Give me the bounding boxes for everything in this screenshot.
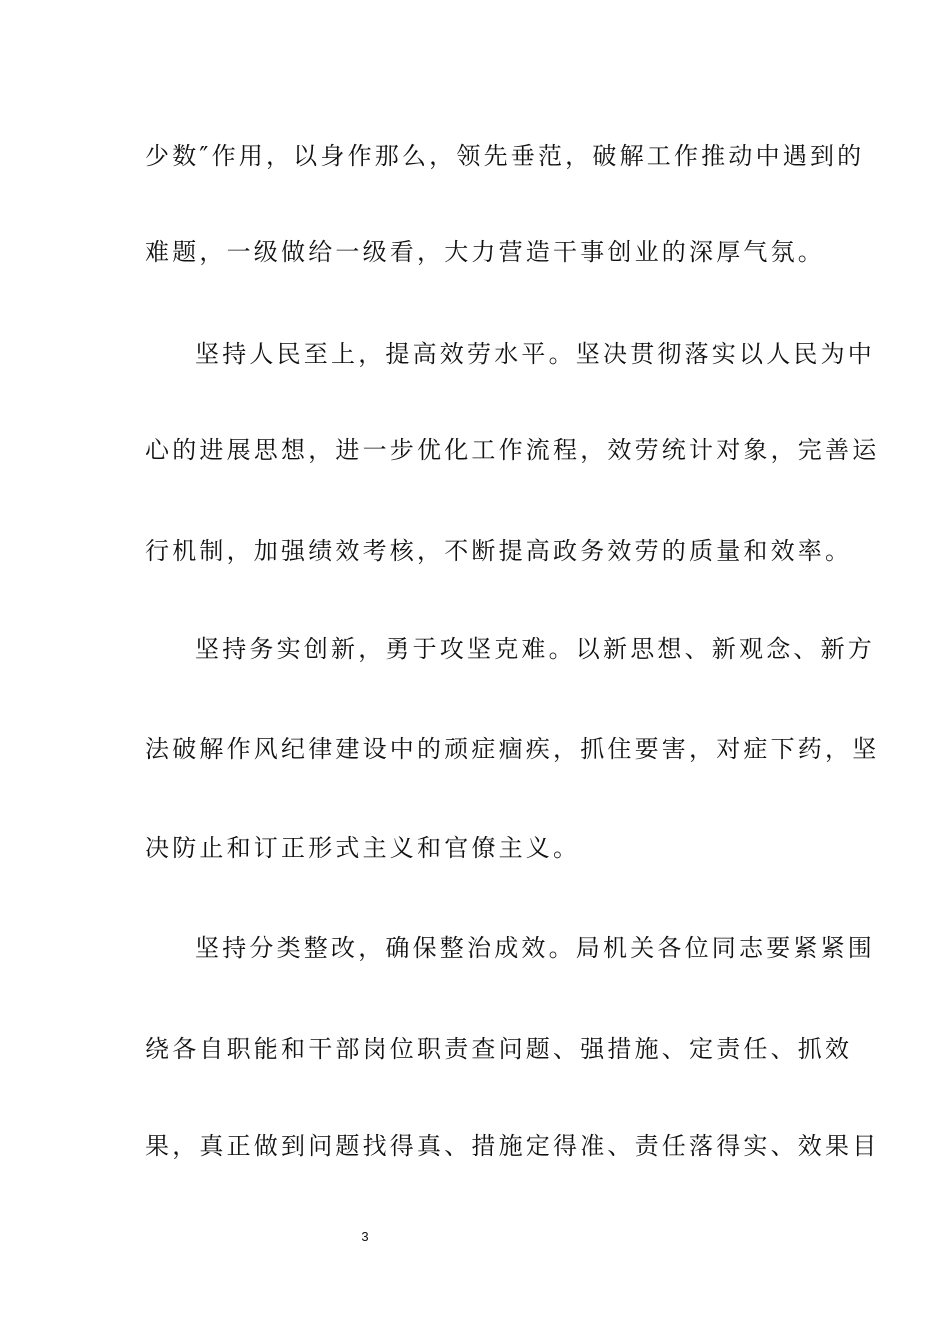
page-number: 3 [361,1229,369,1244]
text-line-8: 决防止和订正形式主义和官僚主义。 [145,834,581,862]
text-line-5: 行机制，加强绩效考核，不断提高政务效劳的质量和效率。 [145,537,853,565]
paragraph-start-line-6: 坚持务实创新，勇于攻坚克难。以新思想、新观念、新方 [195,635,875,663]
text-line-1: 少数″作用，以身作那么，领先垂范，破解工作推动中遇到的 [145,142,865,170]
text-line-11: 果，真正做到问题找得真、措施定得准、责任落得实、效果目 [145,1132,880,1160]
text-line-2: 难题，一级做给一级看，大力营造干事创业的深厚气氛。 [145,238,825,266]
text-line-7: 法破解作风纪律建设中的顽症痼疾，抓住要害，对症下药，坚 [145,735,880,763]
paragraph-start-line-9: 坚持分类整改，确保整治成效。局机关各位同志要紧紧围 [195,934,875,962]
text-line-4: 心的进展思想，进一步优化工作流程，效劳统计对象，完善运 [145,436,880,464]
text-line-10: 绕各自职能和干部岗位职责查问题、强措施、定责任、抓效 [145,1035,853,1063]
paragraph-start-line-3: 坚持人民至上，提高效劳水平。坚决贯彻落实以人民为中 [195,340,875,368]
